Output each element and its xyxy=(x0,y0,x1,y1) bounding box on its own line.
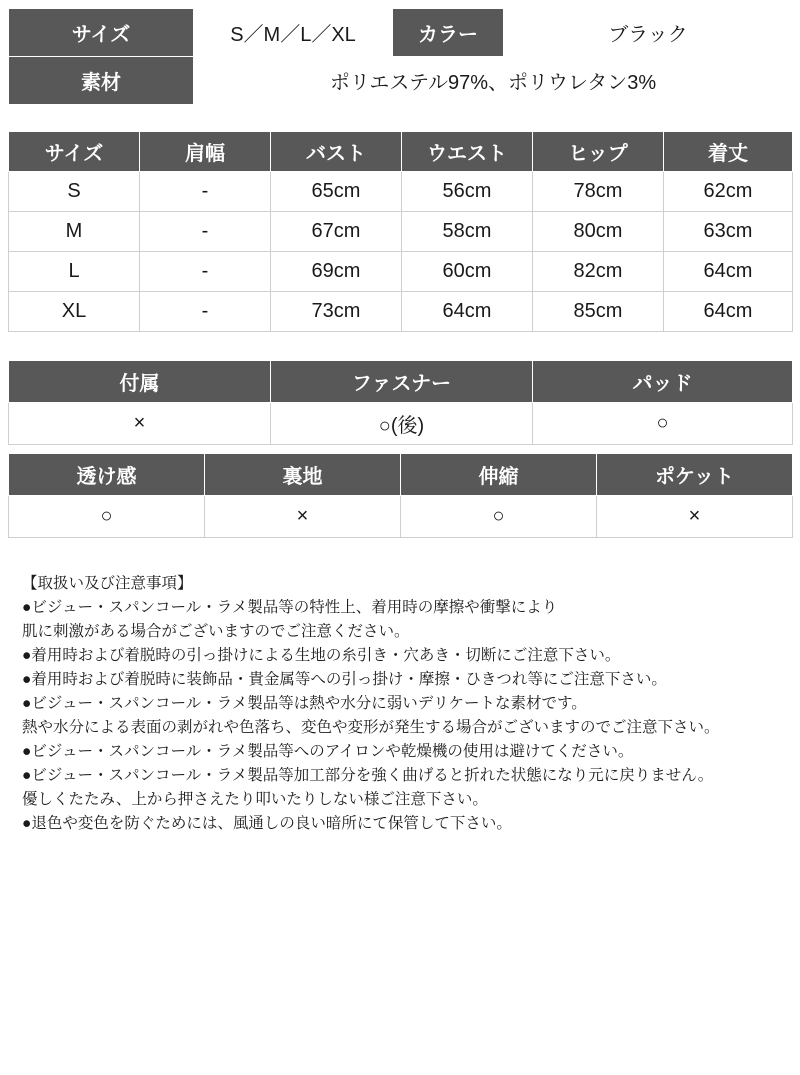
table-row xyxy=(9,172,793,212)
size-cell: - xyxy=(140,292,271,332)
attr1-value-2: ○ xyxy=(533,403,793,445)
table-row xyxy=(9,403,793,445)
spec-value-color: ブラック xyxy=(504,9,793,57)
attr2-value-0: ○ xyxy=(9,496,205,538)
attr1-header-2: パッド xyxy=(533,361,793,403)
notes-line: 優しくたたみ、上から押さえたり叩いたりしない様ご注意下さい。 xyxy=(22,791,488,809)
spec-label-color: カラー xyxy=(393,9,504,57)
size-col-header-2: バスト xyxy=(271,132,402,172)
size-cell: 82cm xyxy=(533,252,664,292)
spec-label-material: 素材 xyxy=(9,57,194,105)
size-cell: - xyxy=(140,212,271,252)
size-cell: 62cm xyxy=(664,172,793,212)
care-notes xyxy=(22,572,778,836)
table-header-row xyxy=(9,361,793,403)
size-cell: S xyxy=(9,172,140,212)
attr1-value-0: × xyxy=(9,403,271,445)
spec-label-size: サイズ xyxy=(9,9,194,57)
size-col-header-4: ヒップ xyxy=(533,132,664,172)
attr1-header-0: 付属 xyxy=(9,361,271,403)
size-cell: 73cm xyxy=(271,292,402,332)
notes-line: ●ビジュー・スパンコール・ラメ製品等の特性上、着用時の摩擦や衝撃により xyxy=(22,599,558,617)
attr2-header-0: 透け感 xyxy=(9,454,205,496)
spec-value-size: S／M／L／XL xyxy=(194,9,393,57)
notes-line: ●着用時および着脱時に装飾品・貴金属等への引っ掛け・摩擦・ひきつれ等にご注意下さい。 xyxy=(22,671,667,689)
size-cell: L xyxy=(9,252,140,292)
size-cell: M xyxy=(9,212,140,252)
attr1-value-1: ○(後) xyxy=(271,403,533,445)
attr1-header-1: ファスナー xyxy=(271,361,533,403)
size-cell: 65cm xyxy=(271,172,402,212)
table-row xyxy=(9,292,793,332)
size-cell: - xyxy=(140,172,271,212)
size-cell: XL xyxy=(9,292,140,332)
attributes-table-2 xyxy=(8,453,793,538)
attr2-header-1: 裏地 xyxy=(205,454,401,496)
notes-line: 肌に刺激がある場合がございますのでご注意ください。 xyxy=(22,623,410,641)
size-cell: 64cm xyxy=(402,292,533,332)
table-row xyxy=(9,496,793,538)
size-col-header-3: ウエスト xyxy=(402,132,533,172)
size-cell: 78cm xyxy=(533,172,664,212)
size-measurement-table xyxy=(8,131,793,332)
spec-value-material: ポリエステル97%、ポリウレタン3% xyxy=(194,57,793,105)
size-col-header-1: 肩幅 xyxy=(140,132,271,172)
table-header-row xyxy=(9,454,793,496)
attr2-value-3: × xyxy=(597,496,793,538)
size-cell: 60cm xyxy=(402,252,533,292)
attr2-value-1: × xyxy=(205,496,401,538)
notes-line: 熱や水分による表面の剥がれや色落ち、変色や変形が発生する場合がございますのでご注意下さい。 xyxy=(22,719,720,737)
product-spec-page xyxy=(0,8,800,1075)
attr2-header-2: 伸縮 xyxy=(401,454,597,496)
notes-line: ●退色や変色を防ぐためには、風通しの良い暗所にて保管して下さい。 xyxy=(22,815,512,833)
table-row xyxy=(9,57,793,105)
size-cell: 80cm xyxy=(533,212,664,252)
size-col-header-5: 着丈 xyxy=(664,132,793,172)
size-cell: 64cm xyxy=(664,252,793,292)
table-row xyxy=(9,9,793,57)
size-cell: 64cm xyxy=(664,292,793,332)
attr2-value-2: ○ xyxy=(401,496,597,538)
notes-line: ●ビジュー・スパンコール・ラメ製品等加工部分を強く曲げると折れた状態になり元に戻りません。 xyxy=(22,767,714,785)
notes-line: ●ビジュー・スパンコール・ラメ製品等へのアイロンや乾燥機の使用は避けてください。 xyxy=(22,743,634,761)
spec-table xyxy=(8,8,793,105)
size-cell: 85cm xyxy=(533,292,664,332)
size-cell: 58cm xyxy=(402,212,533,252)
attributes-table-1 xyxy=(8,360,793,445)
size-cell: 56cm xyxy=(402,172,533,212)
table-row xyxy=(9,252,793,292)
size-cell: 69cm xyxy=(271,252,402,292)
notes-line: ●ビジュー・スパンコール・ラメ製品等は熱や水分に弱いデリケートな素材です。 xyxy=(22,695,587,713)
table-header-row xyxy=(9,132,793,172)
size-cell: 63cm xyxy=(664,212,793,252)
size-cell: - xyxy=(140,252,271,292)
notes-title: 【取扱い及び注意事項】 xyxy=(22,575,193,592)
notes-line: ●着用時および着脱時の引っ掛けによる生地の糸引き・穴あき・切断にご注意下さい。 xyxy=(22,647,621,665)
attr2-header-3: ポケット xyxy=(597,454,793,496)
size-col-header-0: サイズ xyxy=(9,132,140,172)
size-cell: 67cm xyxy=(271,212,402,252)
table-row xyxy=(9,212,793,252)
